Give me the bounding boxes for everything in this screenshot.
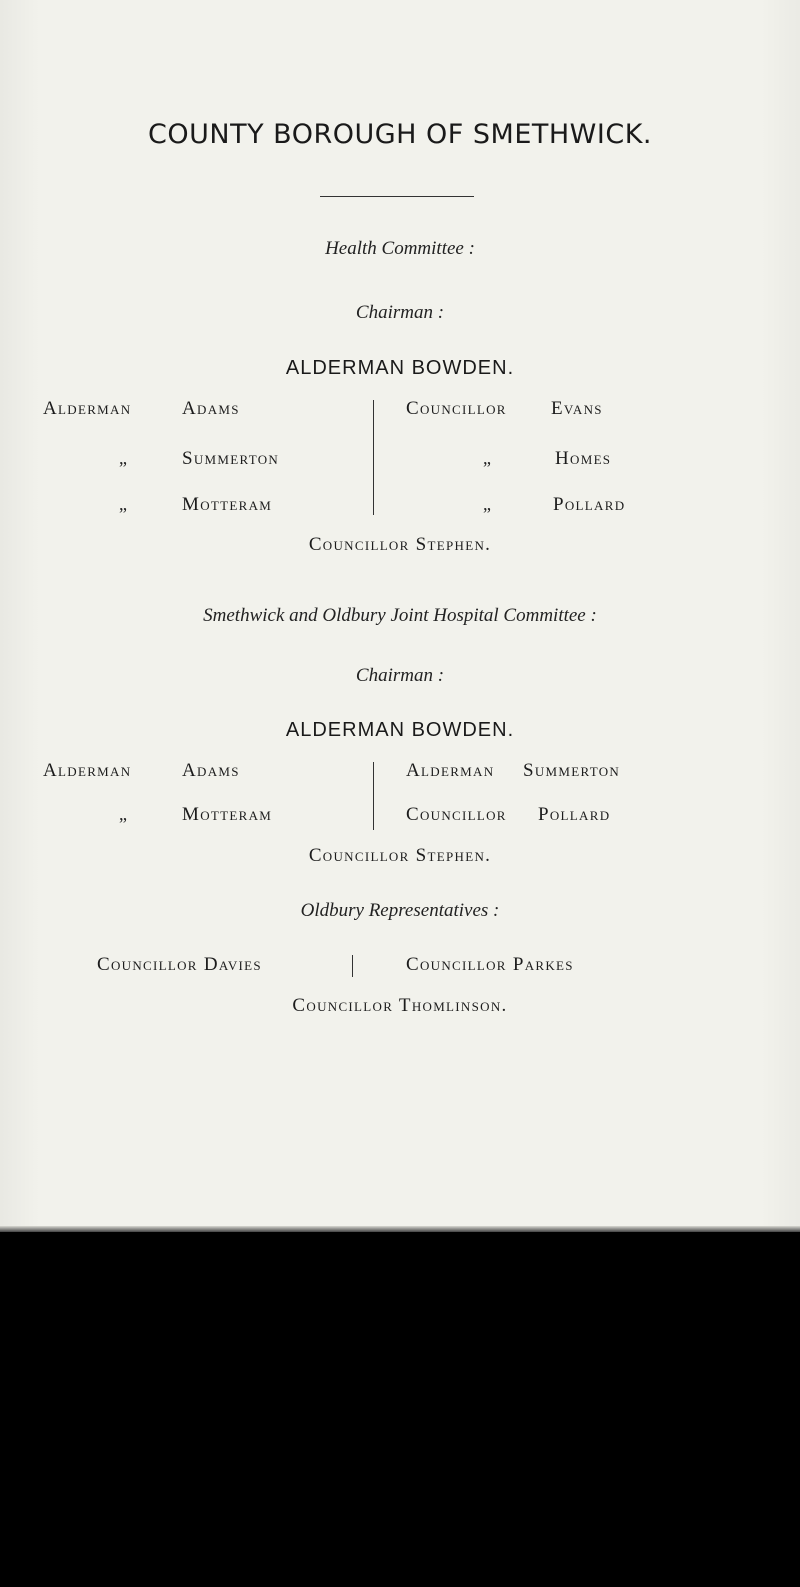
hospital-chairman-label: Chairman : <box>355 665 445 686</box>
oldbury-footer-member: Councillor Thomlinson. <box>292 995 508 1016</box>
health-right-name-2: Homes <box>555 448 612 469</box>
oldbury-left-member: Councillor Davies <box>97 954 262 975</box>
health-right-name-3: Pollard <box>553 494 626 515</box>
health-committee-heading: Health Committee : <box>325 238 475 259</box>
hospital-left-prefix-1: Alderman <box>43 760 132 781</box>
health-left-prefix-1: Alderman <box>43 398 132 419</box>
health-right-prefix-1: Councillor <box>406 398 507 419</box>
health-footer-member: Councillor Stephen. <box>308 534 492 555</box>
hospital-column-divider <box>373 762 374 830</box>
hospital-left-name-1: Adams <box>182 760 240 781</box>
hospital-committee-heading: Smethwick and Oldbury Joint Hospital Committee : <box>203 605 597 626</box>
oldbury-column-divider <box>352 955 353 977</box>
health-column-divider <box>373 400 374 515</box>
health-right-prefix-2: „ <box>483 448 491 468</box>
hospital-right-name-2: Pollard <box>538 804 611 825</box>
hospital-left-name-2: Motteram <box>182 804 273 825</box>
health-chairman-label: Chairman : <box>355 302 445 323</box>
health-left-prefix-3: „ <box>119 494 127 514</box>
hospital-left-prefix-2: „ <box>119 804 127 824</box>
hospital-chairman-name: ALDERMAN BOWDEN. <box>285 719 515 741</box>
health-left-name-3: Motteram <box>182 494 273 515</box>
health-left-name-2: Summerton <box>182 448 280 469</box>
title-divider <box>320 196 474 197</box>
page-bottom-edge <box>0 1226 800 1232</box>
hospital-footer-member: Councillor Stephen. <box>308 845 492 866</box>
health-right-prefix-3: „ <box>483 494 491 514</box>
health-left-prefix-2: „ <box>119 448 127 468</box>
hospital-right-prefix-1: Alderman <box>406 760 495 781</box>
oldbury-heading: Oldbury Representatives : <box>300 900 500 921</box>
health-chairman-name: ALDERMAN BOWDEN. <box>285 357 515 379</box>
document-title: COUNTY BOROUGH OF SMETHWICK. <box>148 119 652 150</box>
health-right-name-1: Evans <box>551 398 603 419</box>
oldbury-right-member: Councillor Parkes <box>406 954 574 975</box>
hospital-right-name-1: Summerton <box>523 760 621 781</box>
hospital-right-prefix-2: Councillor <box>406 804 507 825</box>
health-left-name-1: Adams <box>182 398 240 419</box>
